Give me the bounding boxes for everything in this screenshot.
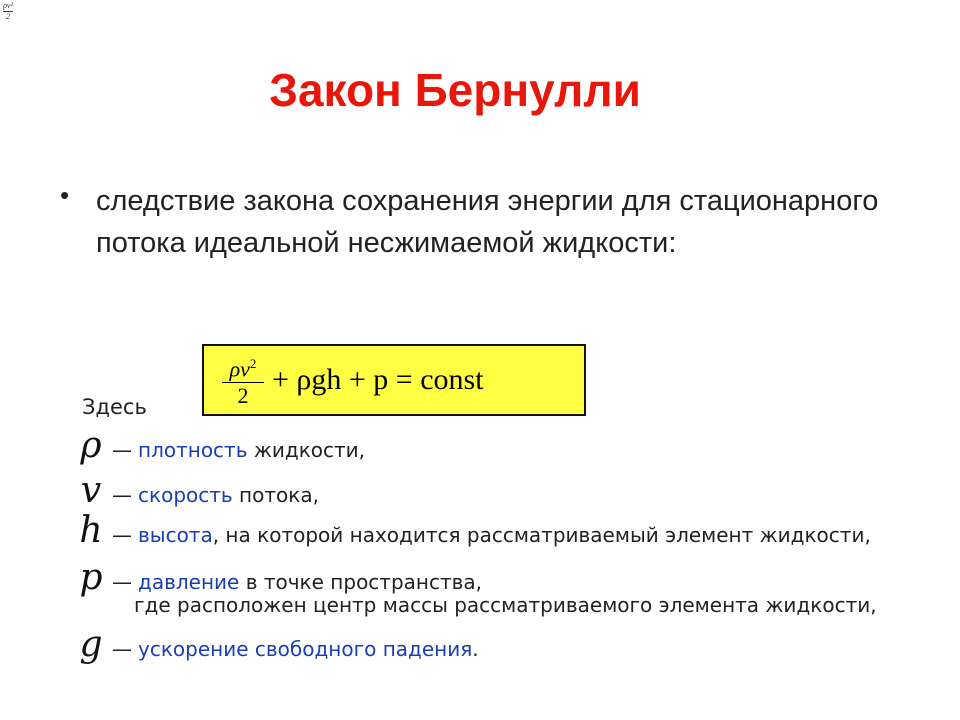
symbol-v: v bbox=[80, 470, 102, 511]
symbol-p: p bbox=[79, 557, 103, 598]
fraction-denominator: 2 bbox=[237, 383, 249, 409]
definition-dash: — bbox=[112, 523, 132, 547]
definition-p bbox=[74, 557, 482, 598]
pressure-continuation: где расположен центр массы рассматриваемого элемента жидкости, bbox=[134, 593, 877, 617]
corner-numerator: ρv² bbox=[3, 1, 13, 10]
definition-dash: — bbox=[112, 570, 132, 594]
definitions-heading: Здесь bbox=[82, 395, 147, 419]
definition-rest: жидкости, bbox=[253, 438, 366, 462]
definition-v bbox=[74, 470, 319, 511]
bullet-text: следствие закона сохранения энергии для стационарного потока идеальной несжимаемой жидкости: bbox=[96, 185, 879, 259]
definition-dash: — bbox=[112, 438, 132, 462]
definition-g bbox=[74, 624, 479, 665]
definition-rest: потока, bbox=[239, 483, 319, 507]
fraction-numerator bbox=[230, 353, 257, 380]
fraction-power: 2 bbox=[249, 355, 257, 371]
term-link-density[interactable]: плотность bbox=[138, 438, 248, 462]
definition-dash: — bbox=[112, 637, 132, 661]
formula-rest: + ρgh + p = const bbox=[272, 363, 484, 396]
term-link-speed[interactable]: скорость bbox=[138, 483, 233, 507]
definition-dash: — bbox=[112, 483, 132, 507]
definition-rest: . bbox=[472, 637, 479, 661]
bernoulli-formula-box bbox=[202, 344, 586, 416]
slide-title: Закон Бернулли bbox=[269, 64, 641, 116]
definition-h bbox=[74, 510, 871, 551]
formula-fraction bbox=[222, 353, 264, 407]
symbol-rho: ρ bbox=[80, 425, 102, 466]
symbol-h: h bbox=[79, 510, 103, 551]
corner-formula-thumbnail bbox=[3, 2, 13, 21]
corner-denominator: 2 bbox=[6, 12, 10, 21]
term-link-pressure[interactable]: давление bbox=[138, 570, 240, 594]
symbol-g: g bbox=[79, 624, 103, 665]
bullet-marker: • bbox=[60, 180, 70, 210]
term-link-gravity[interactable]: ускорение свободного падения bbox=[138, 637, 473, 661]
term-link-height[interactable]: высота bbox=[138, 523, 213, 547]
definition-rest: , на которой находится рассматриваемый элемент жидкости, bbox=[212, 523, 871, 547]
fraction-numerator-base: ρv bbox=[229, 356, 250, 382]
definition-rest: в точке пространства, bbox=[245, 570, 483, 594]
definition-rho bbox=[74, 425, 365, 466]
